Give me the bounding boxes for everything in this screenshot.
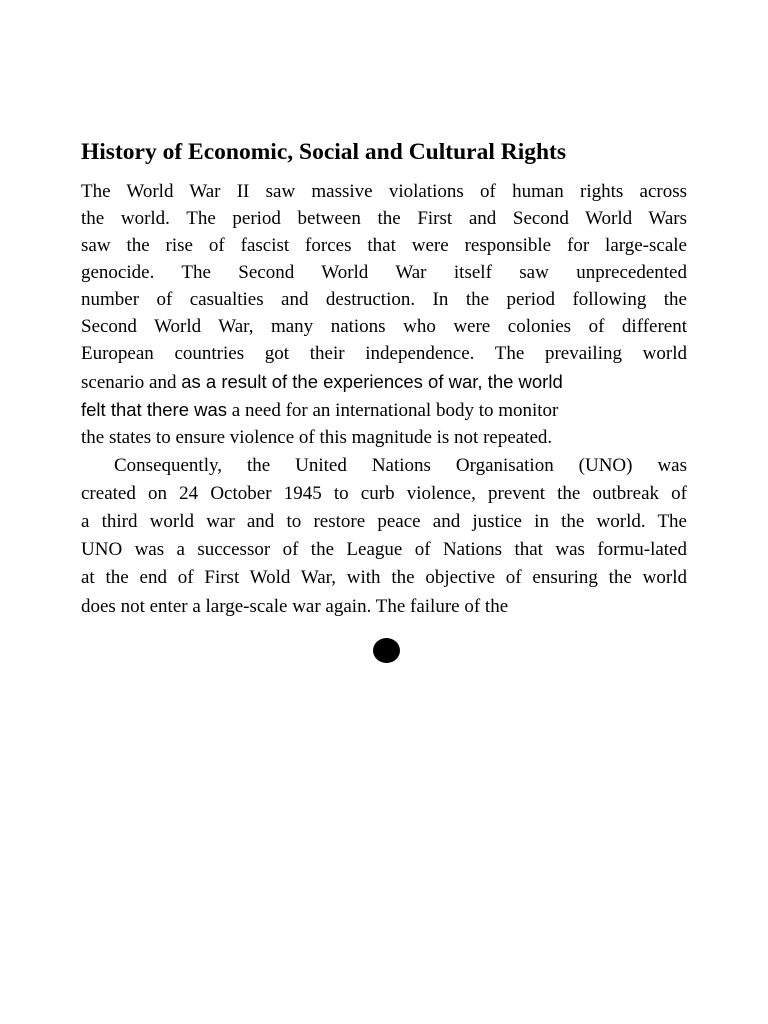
paragraph-line: the states to ensure violence of this magnitude is not repeated. [81,427,553,448]
paragraph-line: saw the rise of fascist forces that were responsible for large-scale [81,235,687,256]
text-run-serif: a need for an international body to monitor [227,400,559,421]
paragraph-line: at the end of First Wold War, with the objective of ensuring the world [81,567,687,588]
paragraph-line: does not enter a large-scale war again. The failure of the [81,596,509,617]
paragraph-line-mixed-font [81,369,687,396]
paragraph-line: The World War II saw massive violations of human rights across [81,181,687,202]
paragraph-line: European countries got their independence. The prevailing world [81,343,687,364]
paragraph-line: genocide. The Second World War itself saw unprecedented [81,262,687,283]
paragraph-line: created on 24 October 1945 to curb violence, prevent the outbreak of [81,483,687,504]
text-run-serif: scenario and [81,372,182,393]
paragraph-line: Second World War, many nations who were colonies of different [81,316,687,337]
paragraph-line: a third world war and to restore peace and justice in the world. The [81,511,687,532]
text-run-sans: felt that there was [81,399,228,420]
paragraph-line: number of casualties and destruction. In the period following the [81,289,687,310]
paragraph-line: UNO was a successor of the League of Nations that was formu-lated [81,539,687,560]
section-heading: History of Economic, Social and Cultural Rights [81,139,567,165]
paragraph-line: the world. The period between the First and Second World Wars [81,208,687,229]
paragraph-line: Consequently, the United Nations Organisation (UNO) was [114,455,687,476]
paragraph-line-mixed-font [81,397,687,424]
bullet-dot [373,638,400,663]
text-run-sans: as a result of the experiences of war, the world [181,371,563,392]
